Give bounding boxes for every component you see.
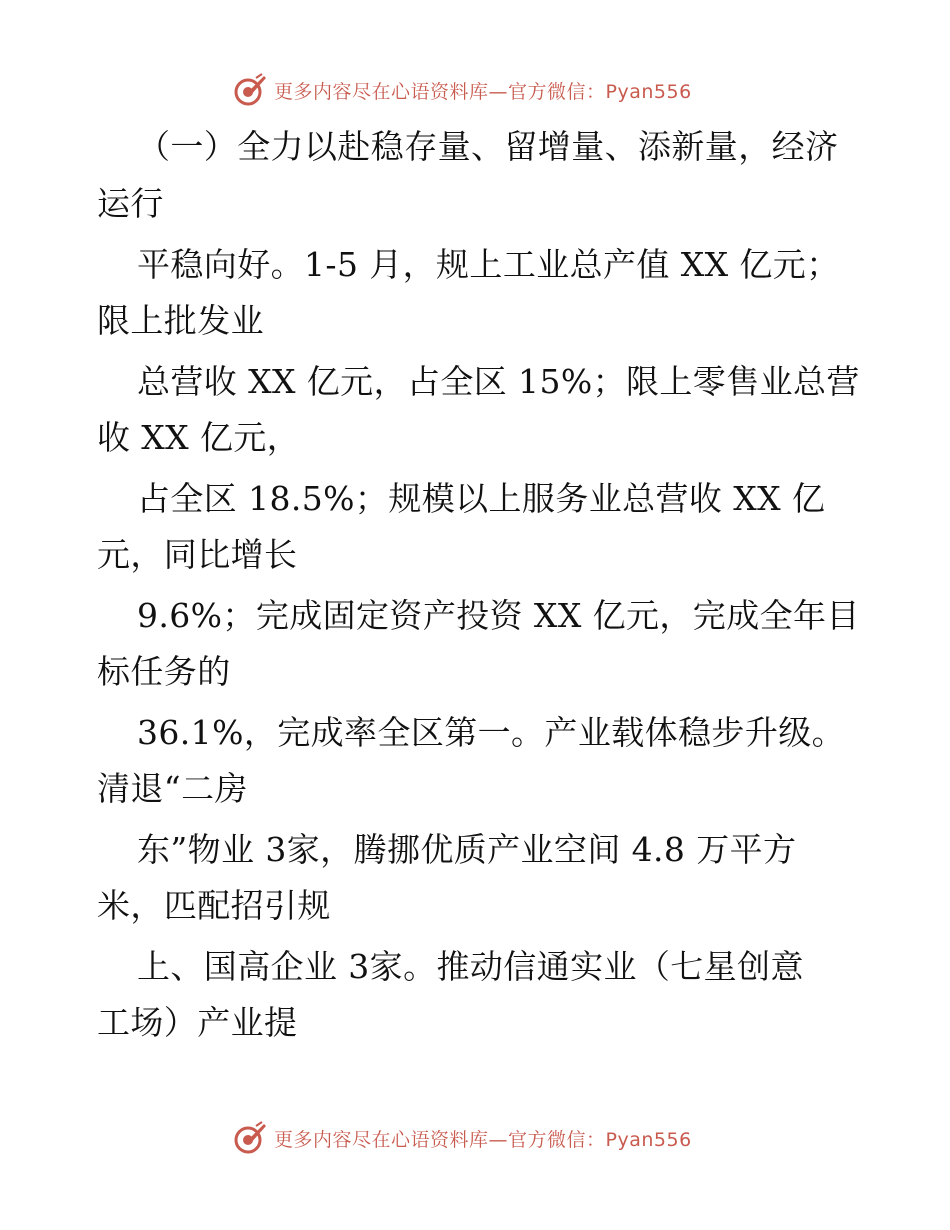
header-watermark [0,70,950,110]
paragraph-line: 36.1%，完成率全区第一。产业载体稳步升级。 [137,713,846,752]
paragraph-line: 9.6%；完成固定资产投资 XX 亿元，完成全年目 [137,596,860,635]
footer-watermark [0,1118,950,1158]
paragraph-line: 总营收 XX 亿元，占全区 15%；限上零售业总营 [137,362,860,401]
paragraph-line: 运行 [97,184,164,223]
paragraph-line: 米，匹配招引规 [97,886,331,925]
paragraph-line: （一）全力以赴稳存量、留增量、添新量，经济 [137,127,839,166]
paragraph-line: 上、国高企业 3家。推动信通实业（七星创意 [137,947,804,986]
quill-logo-icon [232,72,268,108]
quill-logo-icon [232,1120,268,1156]
paragraph-line: 工场）产业提 [97,1003,298,1042]
paragraph-line: 元，同比增长 [97,535,298,574]
watermark-text: 更多内容尽在心语资料库—官方微信：Pyan556 [274,1128,692,1151]
paragraph-line: 限上批发业 [97,301,264,340]
paragraph-line: 收 XX 亿元， [97,418,301,457]
watermark-text: 更多内容尽在心语资料库—官方微信：Pyan556 [274,80,692,103]
paragraph-line: 东”物业 3家，腾挪优质产业空间 4.8 万平方 [137,830,797,869]
paragraph-line: 平稳向好。1-5 月，规上工业总产值 XX 亿元； [137,245,840,284]
paragraph-line: 标任务的 [97,652,231,691]
paragraph-line: 占全区 18.5%；规模以上服务业总营收 XX 亿 [137,479,826,518]
paragraph-line: 清退“二房 [97,769,248,808]
